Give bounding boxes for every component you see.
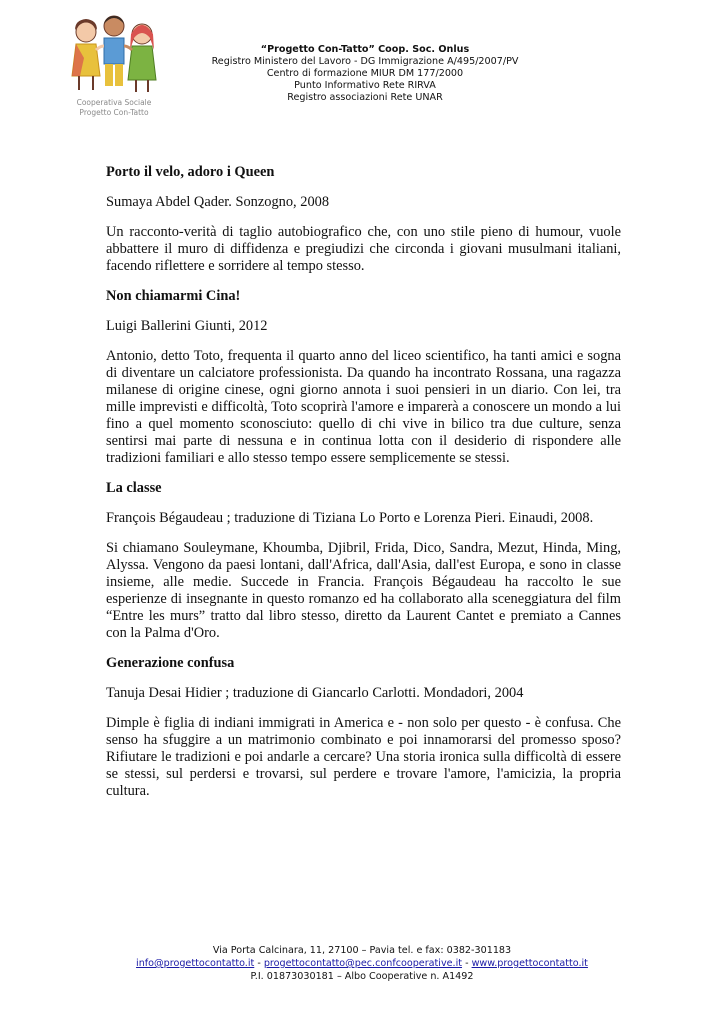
- book-description: Un racconto-verità di taglio autobiografico che, con uno stile pieno di humour, vuole abbattere il muro di diffidenza e pregiudizi che circonda i giovani musulmani italiani, facendo riflettere e sorridere al tempo stesso.: [106, 224, 621, 274]
- children-holding-hands-logo-icon: [66, 10, 162, 96]
- registry-line: Registro associazioni Rete UNAR: [287, 92, 443, 103]
- footer-vat: P.I. 01873030181 – Albo Cooperative n. A1492: [250, 971, 474, 982]
- book-author: Luigi Ballerini Giunti, 2012: [106, 318, 268, 334]
- book-author: Sumaya Abdel Qader. Sonzogno, 2008: [106, 194, 330, 210]
- footer-contacts: [0, 957, 724, 970]
- footer-separator: -: [462, 958, 472, 969]
- registry-line: Centro di formazione MIUR DM 177/2000: [266, 68, 464, 79]
- organization-name: “Progetto Con-Tatto” Coop. Soc. Onlus: [260, 44, 470, 55]
- pec-email-link[interactable]: progettocontatto@pec.confcooperative.it: [263, 958, 463, 969]
- book-title: Porto il velo, adoro i Queen: [106, 164, 275, 180]
- book-entry: [106, 288, 621, 467]
- book-list: [106, 164, 621, 813]
- email-link[interactable]: info@progettocontatto.it: [136, 958, 255, 969]
- book-entry: [106, 480, 621, 642]
- cooperative-logo: [62, 10, 166, 122]
- letterhead: [170, 44, 560, 104]
- book-description: Antonio, detto Toto, frequenta il quarto anno del liceo scientifico, ha tanti amici e sogna di diventare un calciatore professionista. Da quando ha incontrato Rossana, una ragazza milanese di origine cinese, ogni giorno annota i suoi pensieri in un diario. Con lei, tra mille imprevisti e difficoltà, Toto scoprirà l'amore e imparerà a conoscere un mondo a lui fino a quel momento sconosciuto: quello di chi vive in bilico tra due culture, senza sentirsi mai parte di nessuna e in continua lotta con il desiderio di rispondere alle tradizioni familiari e allo stesso tempo essere semplicemente se stessi.: [106, 348, 621, 466]
- website-link[interactable]: www.progettocontatto.it: [471, 958, 588, 969]
- logo-caption-line: Progetto Con-Tatto: [79, 108, 149, 117]
- footer-address: Via Porta Calcinara, 11, 27100 – Pavia tel. e fax: 0382-301183: [212, 945, 512, 956]
- book-description: Si chiamano Souleymane, Khoumba, Djibril, Frida, Dico, Sandra, Mezut, Hinda, Ming, Alyssa. Vengono da paesi lontani, dall'Africa, dall'Asia, dall'est Europa, e sono in classe insieme, alle medie. Succede in Francia. François Bégaudeau ha raccolto le sue esperienze di insegnante in questo romanzo ed ha collaborato alla sceneggiatura del film “Entre les murs” tratto dal libro stesso, diretto da Laurent Cantet e premiato a Cannes con la Palma d'Oro.: [106, 540, 621, 641]
- book-author: François Bégaudeau ; traduzione di Tiziana Lo Porto e Lorenza Pieri. Einaudi, 2008.: [106, 510, 594, 526]
- footer: [0, 944, 724, 983]
- book-title: Generazione confusa: [106, 655, 235, 671]
- book-title: Non chiamarmi Cina!: [106, 288, 241, 304]
- registry-line: Registro Ministero del Lavoro - DG Immigrazione A/495/2007/PV: [211, 56, 519, 67]
- footer-separator: -: [254, 958, 264, 969]
- book-entry: [106, 655, 621, 800]
- book-entry: [106, 164, 621, 275]
- book-author: Tanuja Desai Hidier ; traduzione di Giancarlo Carlotti. Mondadori, 2004: [106, 685, 524, 701]
- book-description: Dimple è figlia di indiani immigrati in America e - non solo per questo - è confusa. Che senso ha sfuggire a un matrimonio combinato e poi innamorarsi del promesso sposo? Rifiutare le tradizioni e poi andarle a cercare? Una storia ironica sulla difficoltà di essere se stessi, sul perdersi e trovarsi, sul perdere e trovare l'amore, l'amicizia, la propria cultura.: [106, 715, 621, 799]
- book-title: La classe: [106, 480, 162, 496]
- registry-line: Punto Informativo Rete RIRVA: [294, 80, 436, 91]
- logo-caption-line: Cooperativa Sociale: [76, 98, 152, 107]
